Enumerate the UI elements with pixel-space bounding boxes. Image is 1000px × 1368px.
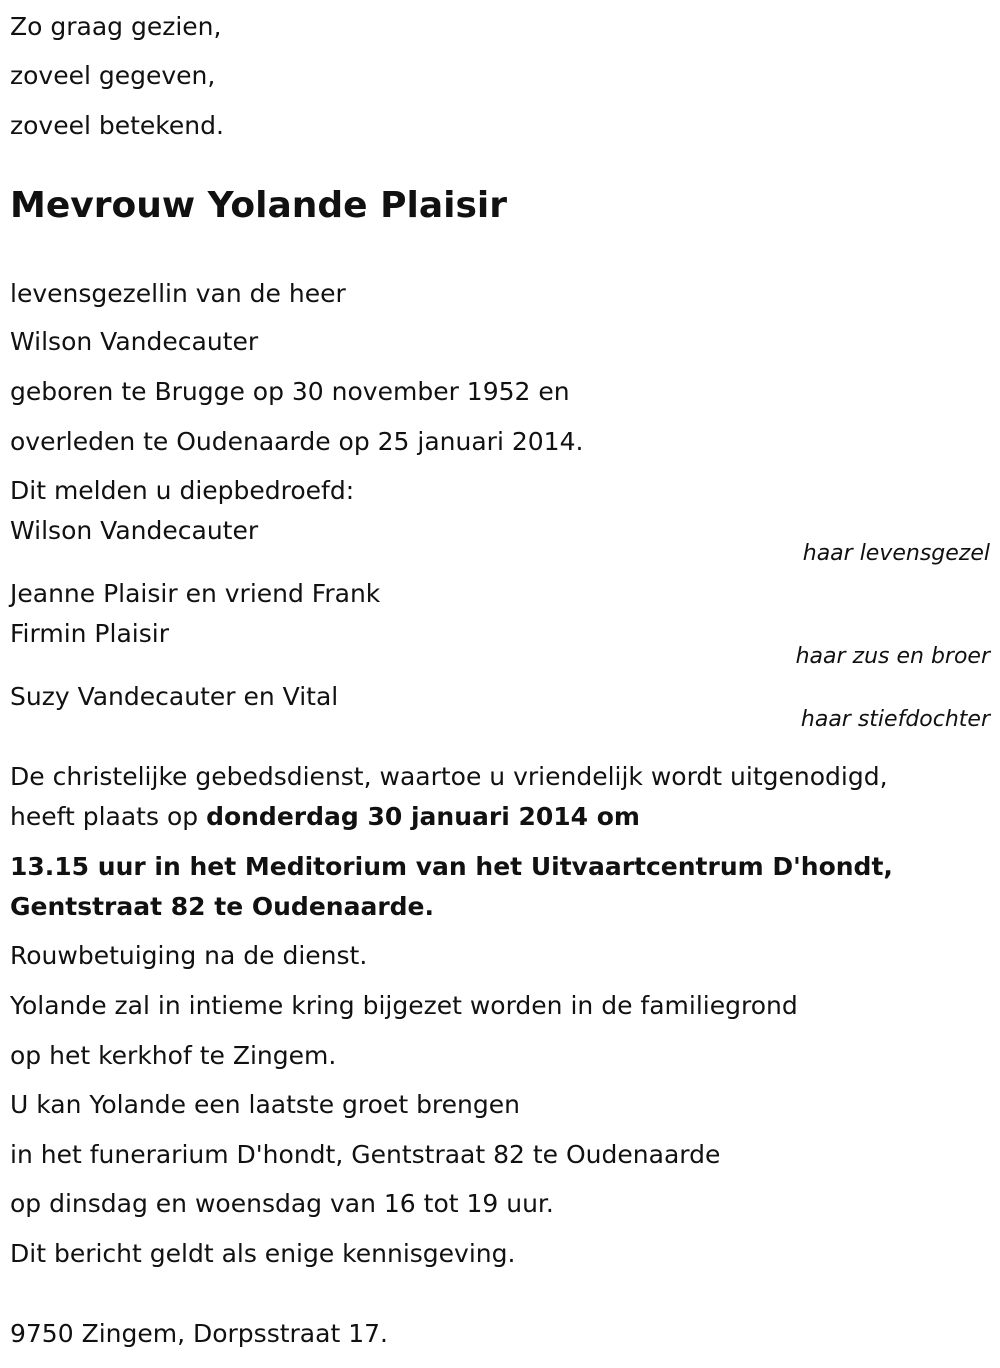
mourner-name: Suzy Vandecauter en Vital <box>10 682 339 711</box>
poem-line: zoveel gegeven, <box>10 61 216 90</box>
closing-line: in het funerarium D'hondt, Gentstraat 82 te Oudenaarde <box>10 1140 721 1169</box>
mourner-relation: haar zus en broer <box>795 644 990 669</box>
service-line <box>10 802 640 832</box>
service-prefix: heeft plaats op <box>10 802 207 831</box>
mourner-name: Wilson Vandecauter <box>10 516 259 545</box>
service-address: Gentstraat 82 te Oudenaarde. <box>10 892 434 921</box>
poem-line: zoveel betekend. <box>10 111 224 140</box>
closing-line: op het kerkhof te Zingem. <box>10 1041 337 1070</box>
mourner-relation: haar stiefdochter <box>800 707 990 732</box>
service-line: De christelijke gebedsdienst, waartoe u vriendelijk wordt uitgenodigd, <box>10 762 888 791</box>
intro-line: Wilson Vandecauter <box>10 327 259 356</box>
intro-line: overleden te Oudenaarde op 25 januari 2014. <box>10 427 584 456</box>
service-date: donderdag 30 januari 2014 om <box>206 802 640 831</box>
closing-line: U kan Yolande een laatste groet brengen <box>10 1090 520 1119</box>
family-address: 9750 Zingem, Dorpsstraat 17. <box>10 1319 388 1348</box>
service-location: 13.15 uur in het Meditorium van het Uitvaartcentrum D'hondt, <box>10 852 893 881</box>
closing-line: Rouwbetuiging na de dienst. <box>10 941 368 970</box>
deceased-name: Mevrouw Yolande Plaisir <box>10 185 507 226</box>
mourners-heading: Dit melden u diepbedroefd: <box>10 476 355 505</box>
closing-line: Dit bericht geldt als enige kennisgeving. <box>10 1239 516 1268</box>
closing-line: Yolande zal in intieme kring bijgezet worden in de familiegrond <box>10 991 798 1020</box>
mourner-relation: haar levensgezel <box>802 541 990 566</box>
intro-line: geboren te Brugge op 30 november 1952 en <box>10 377 570 406</box>
intro-line: levensgezellin van de heer <box>10 279 346 308</box>
mourner-name: Jeanne Plaisir en vriend Frank <box>10 579 381 608</box>
poem-line: Zo graag gezien, <box>10 12 222 41</box>
mourner-name: Firmin Plaisir <box>10 619 169 648</box>
closing-line: op dinsdag en woensdag van 16 tot 19 uur. <box>10 1189 554 1218</box>
